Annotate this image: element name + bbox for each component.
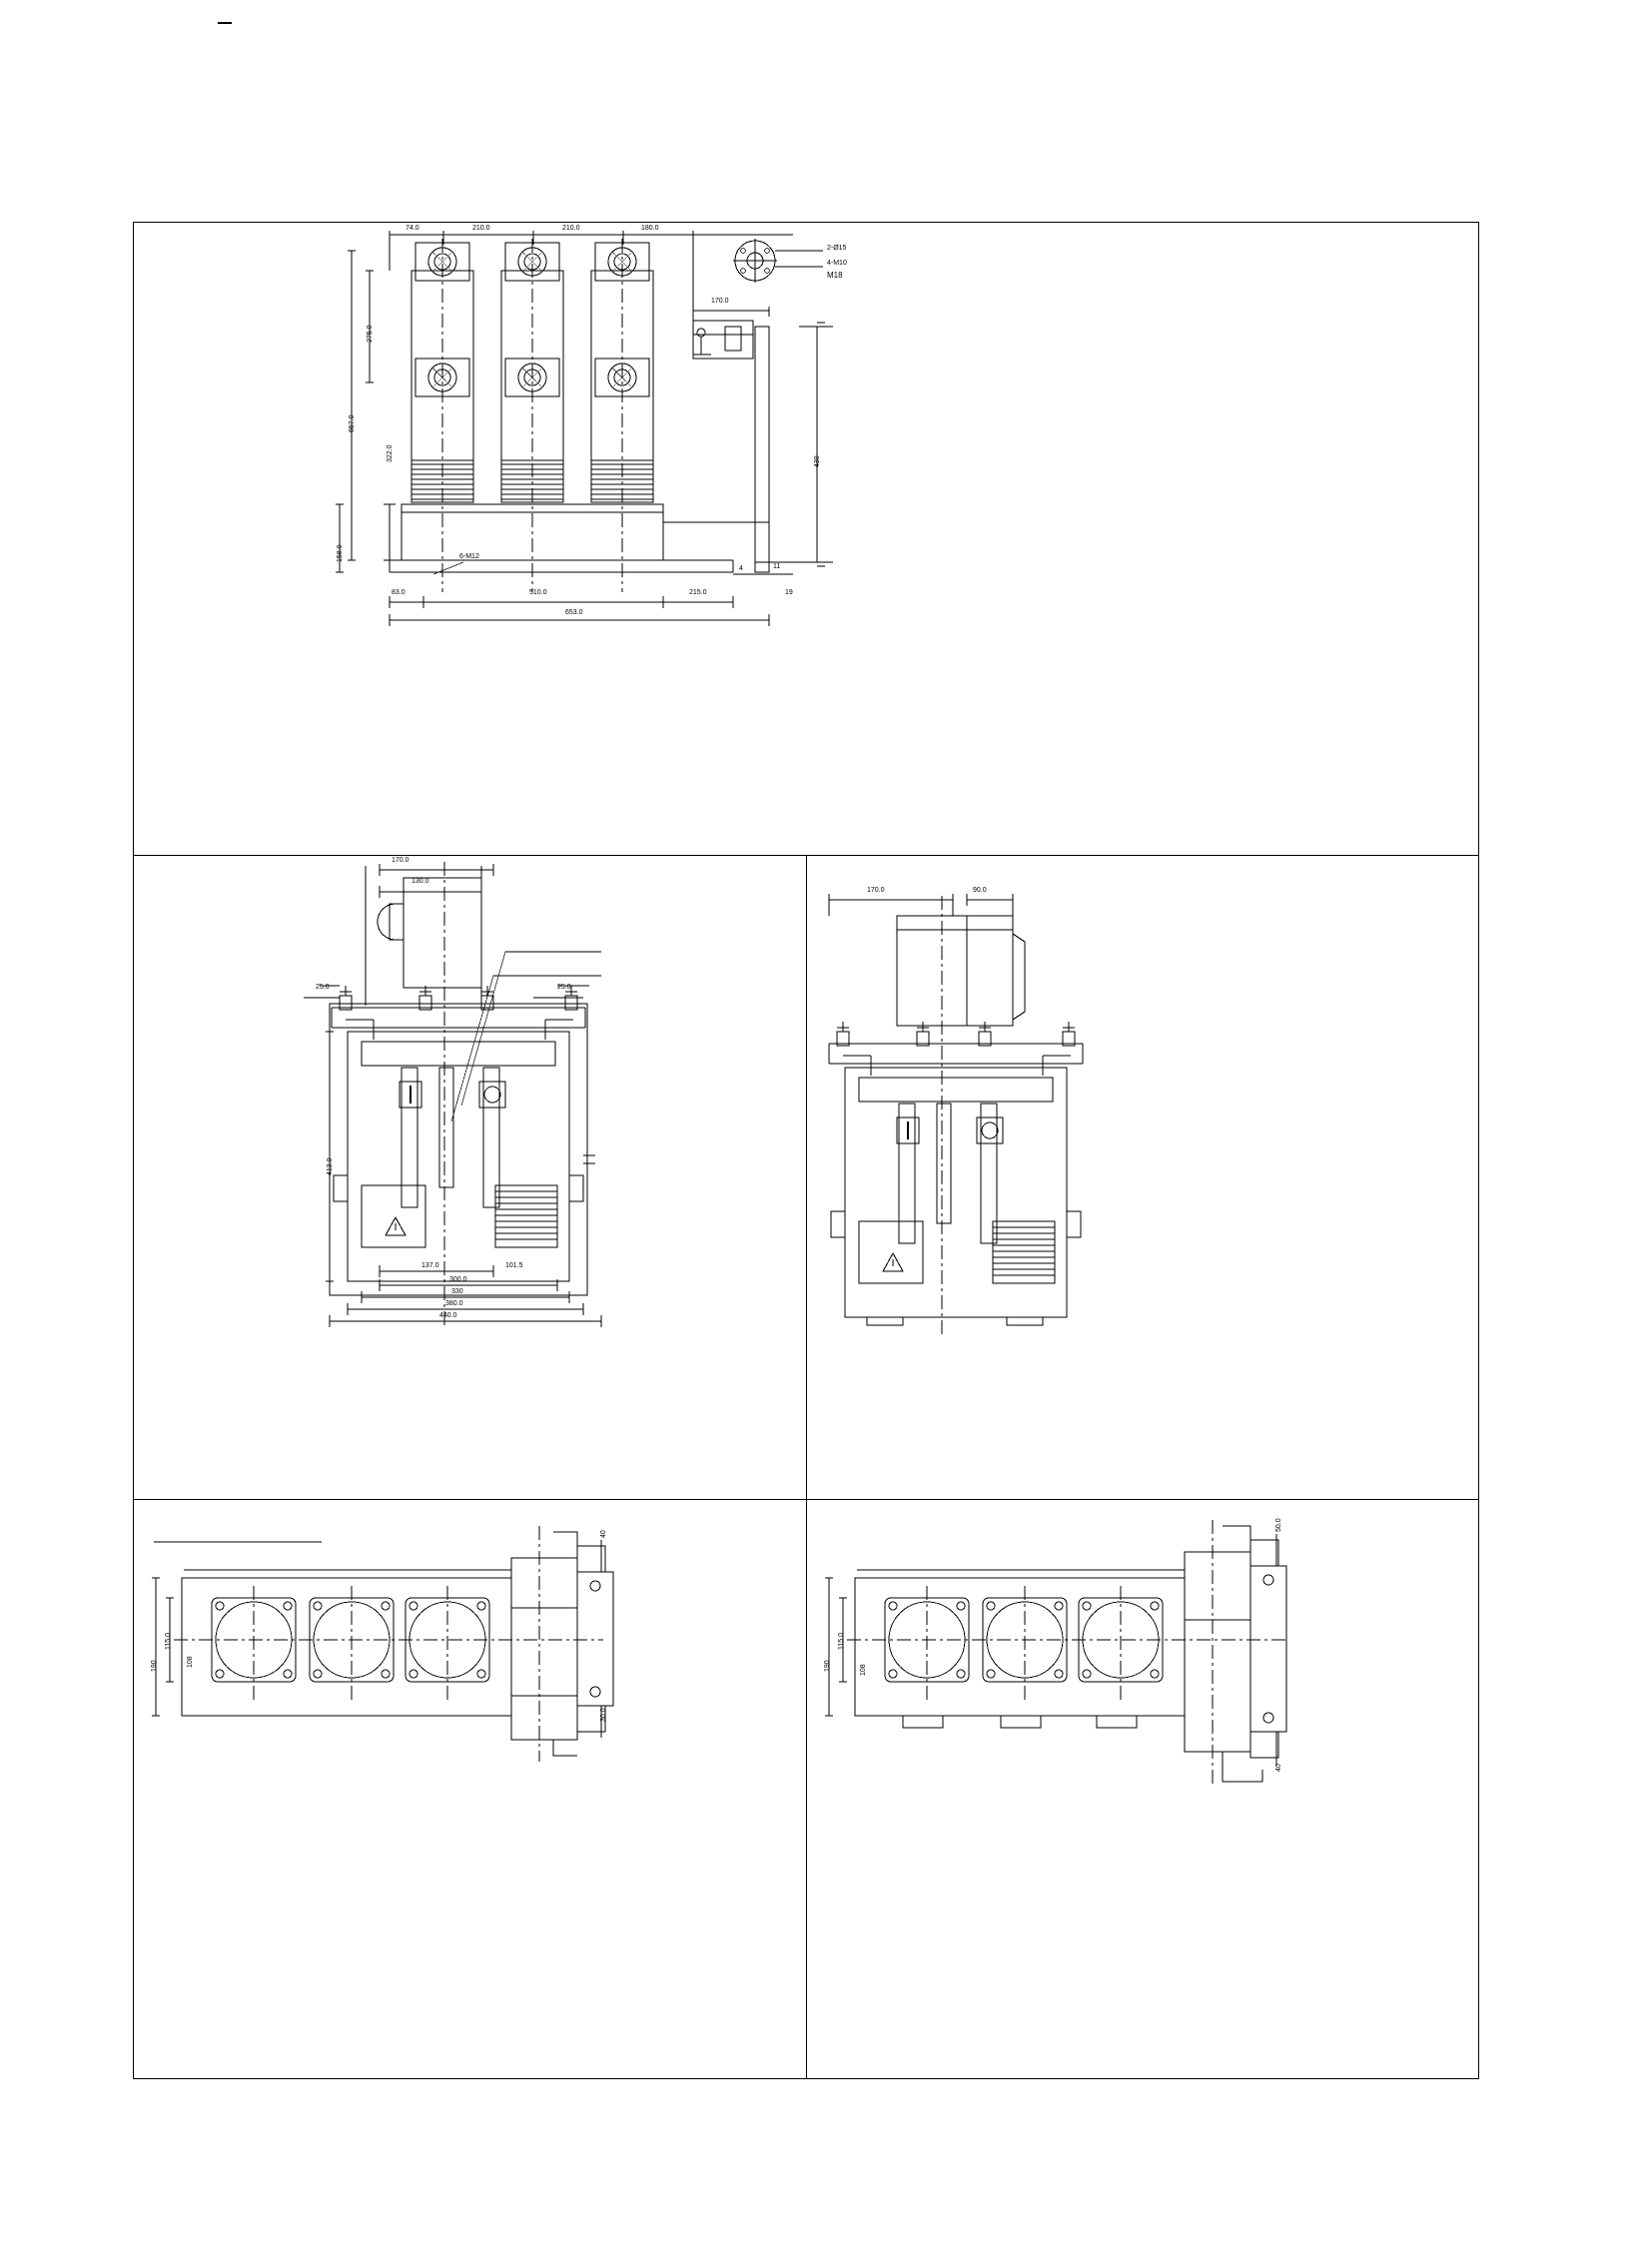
plan-view-left-drawing bbox=[134, 1500, 806, 2079]
dim-300: 300.0 bbox=[449, 1276, 467, 1283]
dim-130: 130.0 bbox=[412, 878, 429, 885]
side-view-left-drawing bbox=[134, 856, 806, 1499]
dim-30-bl: 30.0 bbox=[600, 1708, 607, 1722]
dim-83: 83.0 bbox=[392, 589, 406, 596]
dim-210-b: 210.0 bbox=[562, 225, 580, 232]
dim-137: 137.0 bbox=[421, 1262, 439, 1269]
dim-25-left: 25.0 bbox=[316, 984, 330, 991]
dim-11: 11 bbox=[773, 563, 781, 570]
dim-210-a: 210.0 bbox=[472, 225, 490, 232]
dim-74: 74.0 bbox=[406, 225, 419, 232]
front-elevation-drawing bbox=[134, 223, 1478, 855]
side-view-left-panel bbox=[134, 856, 806, 1499]
dim-440: 440.0 bbox=[439, 1312, 457, 1319]
dim-413: 413.0 bbox=[327, 1157, 334, 1175]
dim-108-bl: 108 bbox=[187, 1656, 194, 1668]
dim-190-br: 190 bbox=[824, 1660, 831, 1672]
drawing-frame bbox=[133, 222, 1479, 2079]
callout-m18: M18 bbox=[827, 271, 843, 280]
side-view-right-drawing bbox=[807, 856, 1478, 1499]
callout-2-holes: 2-Ø15 bbox=[827, 245, 847, 252]
dim-190-bl: 190 bbox=[151, 1660, 158, 1672]
dim-115-br: 115.0 bbox=[838, 1633, 845, 1650]
dim-40-br: 40 bbox=[1275, 1764, 1282, 1772]
dim-108-br: 108 bbox=[860, 1664, 867, 1676]
dim-4: 4 bbox=[739, 565, 743, 572]
dim-19: 19 bbox=[785, 589, 793, 596]
dim-170-mid-right: 170.0 bbox=[867, 887, 885, 894]
plan-view-left-panel bbox=[134, 1500, 806, 2079]
top-dash-mark bbox=[218, 22, 232, 24]
dim-25-right: 25.0 bbox=[557, 984, 571, 991]
dim-653: 653.0 bbox=[565, 609, 583, 616]
dim-275: 275.0 bbox=[367, 325, 374, 343]
dim-170-mid-left: 170.0 bbox=[392, 857, 410, 864]
callout-6-m12: 6-M12 bbox=[459, 553, 479, 560]
side-view-right-panel bbox=[807, 856, 1478, 1499]
plan-view-right-panel bbox=[807, 1500, 1478, 2079]
dim-330: 330 bbox=[451, 1288, 463, 1295]
dim-90: 90.0 bbox=[973, 887, 987, 894]
dim-158: 158.0 bbox=[337, 544, 344, 562]
dim-322: 322.0 bbox=[387, 444, 394, 462]
dim-40-bl: 40 bbox=[600, 1530, 607, 1538]
dim-170: 170.0 bbox=[711, 298, 729, 305]
dim-510: 510.0 bbox=[529, 589, 547, 596]
dim-380: 380.0 bbox=[445, 1300, 463, 1307]
plan-view-right-drawing bbox=[807, 1500, 1478, 2079]
dim-50-br: 50.0 bbox=[1275, 1518, 1282, 1532]
dim-115-bl: 115.0 bbox=[165, 1633, 172, 1650]
callout-4-m10: 4-M10 bbox=[827, 260, 847, 267]
dim-215: 215.0 bbox=[689, 589, 707, 596]
front-elevation-panel bbox=[134, 223, 1478, 855]
dim-101-5: 101.5 bbox=[505, 1262, 523, 1269]
dim-657: 657.0 bbox=[349, 414, 356, 432]
dim-430: 430 bbox=[814, 455, 821, 467]
dim-180: 180.0 bbox=[641, 225, 659, 232]
